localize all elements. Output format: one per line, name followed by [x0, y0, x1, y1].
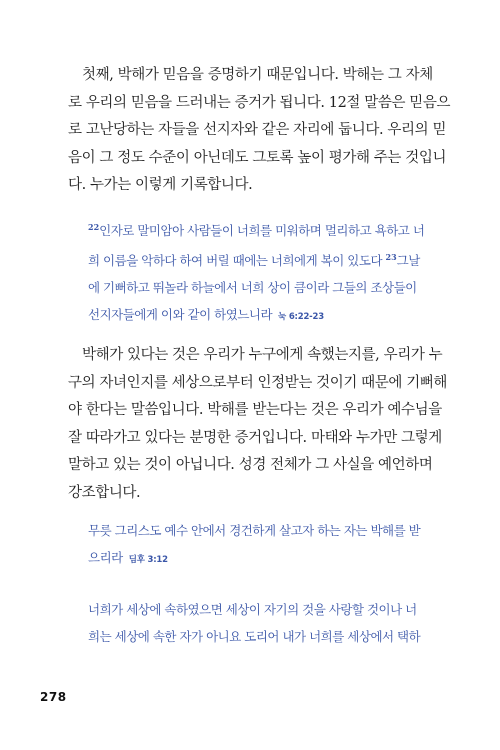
paragraph-line: 로 우리의 믿음을 드러내는 증거가 됩니다. 12절 말씀은 믿음으 — [68, 94, 451, 111]
page-number: 278 — [40, 690, 67, 704]
scripture-quote-3 — [88, 596, 421, 650]
scripture-reference: 눅 6:22-23 — [278, 312, 324, 323]
paragraph-line: 야 한다는 말씀입니다. 박해를 받는다는 것은 우리가 예수님을 — [68, 402, 442, 418]
paragraph-line: 첫째, 박해가 믿음을 증명하기 때문입니다. 박해는 그 자체 — [82, 67, 433, 83]
paragraph-line: 다. 누가는 이렇게 기록합니다. — [68, 177, 253, 193]
quote-text: 으리라 — [88, 550, 123, 565]
quote-text: 그날 — [396, 253, 420, 269]
quote-line: 무릇 그리스도 예수 안에서 경건하게 살고자 하는 자는 박해를 받 — [88, 523, 421, 538]
paragraph-2 — [68, 342, 448, 507]
quote-line — [88, 544, 408, 574]
quote-text: 희 이름을 악하다 하여 버릴 때에는 너희에게 복이 있도다 — [88, 253, 386, 269]
quote-line: 너희가 세상에 속하였으면 세상이 자기의 것을 사랑할 것이나 너 — [88, 602, 417, 617]
scripture-quote-1 — [88, 214, 425, 331]
quote-line: 희는 세상에 속한 자가 아니요 도리어 내가 너희를 세상에서 택하 — [88, 629, 421, 644]
quote-line — [88, 214, 425, 244]
paragraph-line: 구의 자녀인지를 세상으로부터 인정받는 것이기 때문에 기뻐해 — [68, 374, 448, 391]
quote-line — [88, 301, 408, 331]
quote-line — [88, 244, 420, 274]
verse-number: 22 — [88, 222, 100, 232]
paragraph-line: 박해가 있다는 것은 우리가 누구에게 속했는지를, 우리가 누 — [82, 347, 443, 363]
paragraph-line: 강조합니다. — [68, 484, 141, 501]
paragraph-1 — [68, 62, 451, 200]
paragraph-line: 말하고 있는 것이 아닙니다. 성경 전체가 그 사실을 예언하며 — [68, 457, 433, 473]
paragraph-line: 로 고난당하는 자들을 선지자와 같은 자리에 둡니다. 우리의 믿 — [68, 122, 447, 138]
paragraph-line: 잘 따라가고 있다는 분명한 증거입니다. 마태와 누가만 그렇게 — [68, 429, 442, 446]
scripture-quote-2 — [88, 517, 421, 574]
scripture-reference: 딤후 3:12 — [128, 555, 168, 565]
verse-number: 23 — [385, 252, 397, 263]
quote-text: 선지자들에게 이와 같이 하였느니라 — [88, 307, 273, 323]
paragraph-line: 음이 그 정도 수준이 아닌데도 그토록 높이 평가해 주는 것입니 — [68, 149, 447, 166]
quote-text: 인자로 말미암아 사람들이 너희를 미워하며 멀리하고 욕하고 너 — [99, 223, 425, 239]
quote-line: 에 기뻐하고 뛰놀라 하늘에서 너희 상이 큼이라 그들의 조상들이 — [88, 280, 417, 296]
